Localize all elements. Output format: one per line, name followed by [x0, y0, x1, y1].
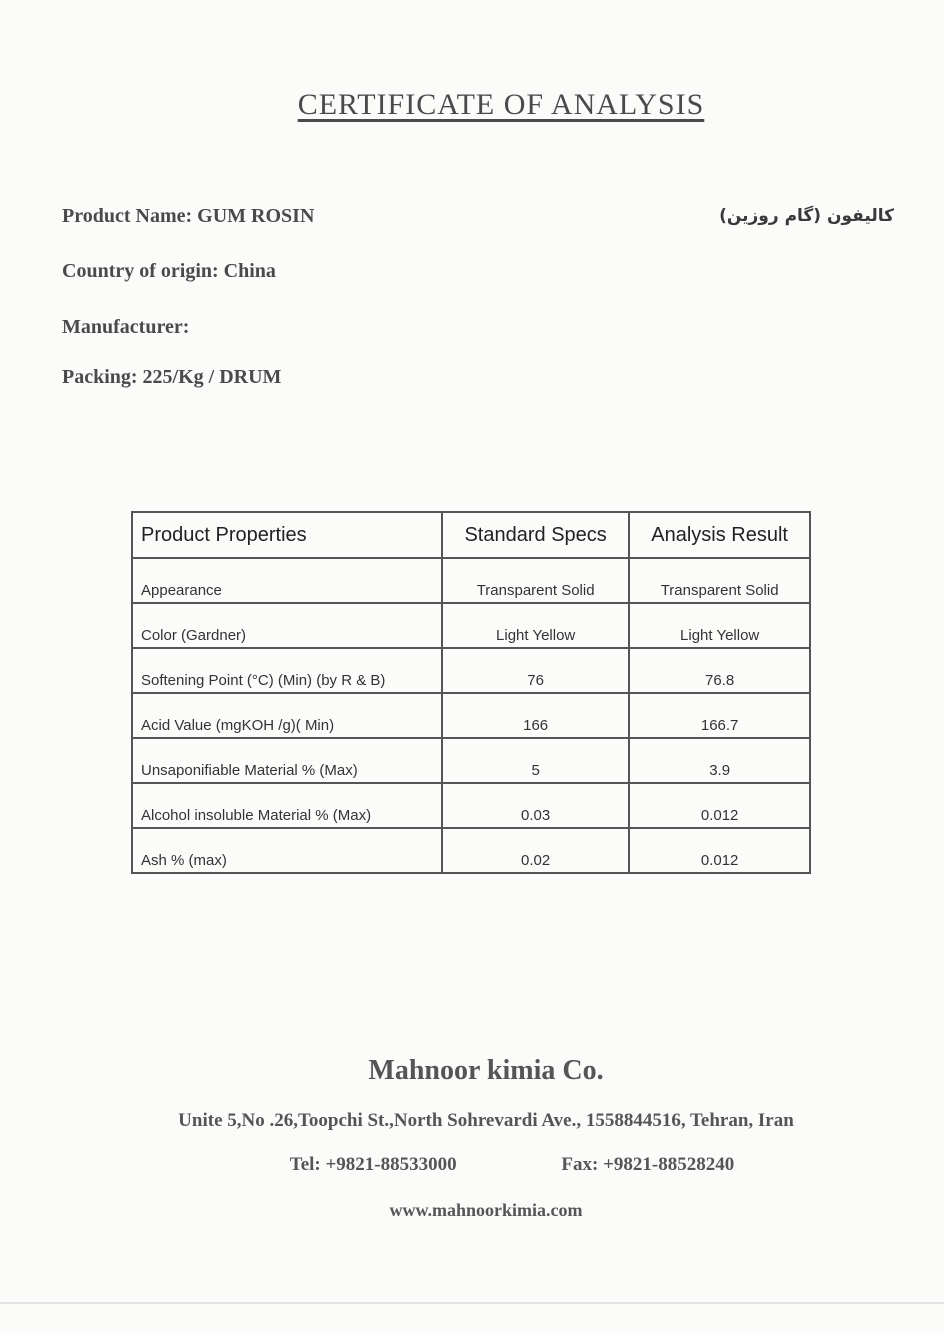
property-cell: Alcohol insoluble Material % (Max): [132, 783, 442, 828]
table-row: [132, 648, 810, 693]
property-cell: Appearance: [132, 558, 442, 603]
table-header-row: [132, 512, 810, 558]
header-product-properties: Product Properties: [132, 512, 442, 558]
packing: Packing: 225/Kg / DRUM: [62, 366, 282, 388]
country-of-origin: Country of origin: China: [62, 260, 276, 282]
property-cell: Softening Point (°C) (Min) (by R & B): [132, 648, 442, 693]
manufacturer: Manufacturer:: [62, 316, 190, 338]
table-row: [132, 603, 810, 648]
result-cell: Transparent Solid: [629, 558, 810, 603]
spec-cell: Transparent Solid: [442, 558, 629, 603]
result-cell: 0.012: [629, 828, 810, 873]
result-cell: 166.7: [629, 693, 810, 738]
table-row: [132, 558, 810, 603]
result-cell: 0.012: [629, 783, 810, 828]
property-cell: Unsaponifiable Material % (Max): [132, 738, 442, 783]
property-cell: Color (Gardner): [132, 603, 442, 648]
scan-edge-line: [0, 1302, 944, 1304]
spec-cell: 0.03: [442, 783, 629, 828]
table-row: [132, 693, 810, 738]
header-standard-specs: Standard Specs: [442, 512, 629, 558]
persian-product-name: کالیفون (گام روزین): [719, 206, 894, 226]
spec-cell: 166: [442, 693, 629, 738]
product-name: Product Name: GUM ROSIN: [62, 205, 315, 227]
result-cell: 3.9: [629, 738, 810, 783]
fax: Fax: +9821-88528240: [561, 1154, 735, 1175]
website: www.mahnoorkimia.com: [389, 1200, 583, 1220]
property-cell: Acid Value (mgKOH /g)( Min): [132, 693, 442, 738]
property-cell: Ash % (max): [132, 828, 442, 873]
result-cell: Light Yellow: [629, 603, 810, 648]
company-name: Mahnoor kimia Co.: [368, 1055, 604, 1086]
spec-cell: 5: [442, 738, 629, 783]
spec-cell: Light Yellow: [442, 603, 629, 648]
properties-table: [131, 511, 811, 874]
telephone: Tel: +9821-88533000: [289, 1154, 457, 1175]
document-title: CERTIFICATE OF ANALYSIS: [297, 88, 705, 121]
spec-cell: 76: [442, 648, 629, 693]
table-row: [132, 783, 810, 828]
company-address: Unite 5,No .26,Toopchi St.,North Sohrevardi Ave., 1558844516, Tehran, Iran: [178, 1110, 794, 1131]
result-cell: 76.8: [629, 648, 810, 693]
spec-cell: 0.02: [442, 828, 629, 873]
table-row: [132, 828, 810, 873]
table-row: [132, 738, 810, 783]
header-analysis-result: Analysis Result: [629, 512, 810, 558]
contact-numbers: [40, 1154, 944, 1176]
